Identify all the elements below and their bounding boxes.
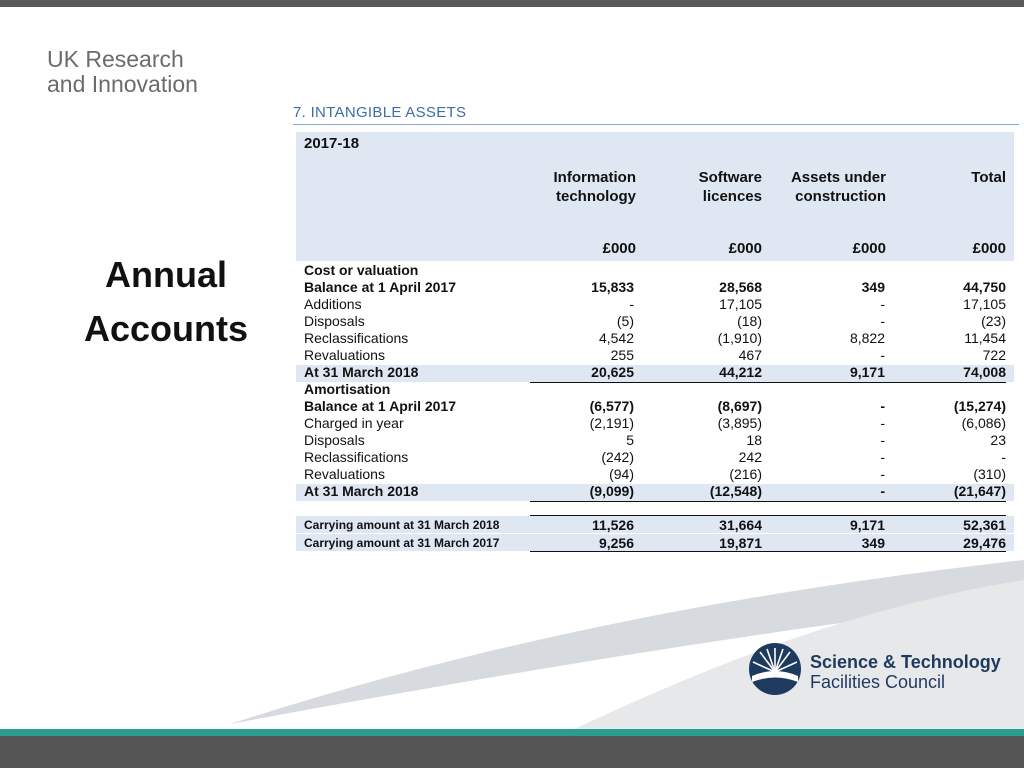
row-value: (8,697)	[717, 398, 762, 414]
row-value: 18	[746, 432, 762, 448]
row-value: -	[880, 296, 885, 312]
row-value: 722	[982, 347, 1006, 363]
row-value: 15,833	[591, 279, 634, 295]
logo-line-1: UK Research	[47, 46, 184, 72]
ukri-logo	[47, 47, 198, 97]
row-label: At 31 March 2018	[304, 364, 419, 380]
stfc-logo	[748, 642, 1008, 702]
row-label: Balance at 1 April 2017	[304, 279, 457, 295]
row-value: (3,895)	[717, 415, 762, 431]
column-header-line-2: licences	[702, 188, 762, 205]
column-header-line-1: Software	[698, 169, 762, 186]
carrying-value: 9,256	[598, 535, 634, 551]
background-swoosh	[0, 540, 1024, 736]
row-label: Disposals	[304, 432, 365, 448]
row-value: 467	[738, 347, 762, 363]
row-value: (6,577)	[589, 398, 634, 414]
row-value: (242)	[601, 449, 634, 465]
row-value: 5	[626, 432, 634, 448]
row-value: 74,008	[963, 364, 1006, 380]
row-label: Disposals	[304, 313, 365, 329]
stfc-emblem-icon	[748, 642, 802, 696]
column-header	[526, 168, 636, 206]
row-value: 44,212	[719, 364, 762, 380]
column-unit: £000	[852, 240, 886, 257]
row-label: Revaluations	[304, 347, 385, 363]
carrying-value: 11,526	[591, 517, 634, 533]
total-rule	[530, 382, 1006, 383]
row-value: -	[880, 398, 885, 414]
intangible-assets-table	[296, 132, 1014, 556]
row-value: (2,191)	[589, 415, 634, 431]
row-value: (23)	[981, 313, 1006, 329]
slide-title-line-1: Annual	[105, 254, 227, 295]
row-label: At 31 March 2018	[304, 483, 419, 499]
row-value: 9,171	[849, 364, 885, 380]
row-label: Balance at 1 April 2017	[304, 398, 457, 414]
stfc-name	[810, 652, 1001, 692]
row-value: -	[880, 466, 885, 482]
row-value: 349	[861, 279, 885, 295]
bottom-accent-bar	[0, 729, 1024, 736]
slide-title-line-2: Accounts	[83, 308, 249, 349]
row-value: 255	[610, 347, 634, 363]
column-header-line-2: construction	[795, 188, 886, 205]
row-value: (15,274)	[953, 398, 1006, 414]
row-value: (1,910)	[717, 330, 762, 346]
carrying-rule	[530, 551, 1006, 552]
logo-line-2: and Innovation	[47, 71, 198, 97]
column-unit: £000	[602, 240, 636, 257]
row-value: -	[880, 483, 885, 499]
section-title: 7. INTANGIBLE ASSETS	[293, 104, 467, 121]
row-value: 17,105	[963, 296, 1006, 312]
column-header-line-1: Information	[553, 169, 636, 186]
row-value: -	[1001, 449, 1006, 465]
row-label: Reclassifications	[304, 449, 409, 465]
column-unit: £000	[972, 240, 1006, 257]
row-value: 20,625	[591, 364, 634, 380]
carrying-label: Carrying amount at 31 March 2017	[304, 536, 500, 550]
row-label: Additions	[304, 296, 362, 312]
column-header	[772, 168, 886, 206]
row-label: Cost or valuation	[304, 262, 419, 278]
row-value: 11,454	[964, 330, 1006, 346]
row-value: -	[880, 432, 885, 448]
column-header-line-1: Assets under	[790, 169, 886, 186]
row-value: -	[880, 449, 885, 465]
carrying-label: Carrying amount at 31 March 2018	[304, 518, 500, 532]
year-label: 2017-18	[304, 135, 360, 152]
row-value: 28,568	[719, 279, 762, 295]
column-header-line-2: Total	[971, 169, 1006, 186]
slide-title	[66, 248, 266, 356]
carrying-value: 29,476	[963, 535, 1006, 551]
row-label: Charged in year	[304, 415, 404, 431]
row-label: Reclassifications	[304, 330, 409, 346]
row-value: (21,647)	[953, 483, 1006, 499]
total-rule	[530, 501, 1006, 502]
row-value: -	[880, 415, 885, 431]
row-value: 23	[990, 432, 1006, 448]
carrying-value: 9,171	[849, 517, 885, 533]
row-value: (9,099)	[589, 483, 634, 499]
carrying-rule	[530, 515, 1006, 516]
row-value: -	[880, 313, 885, 329]
row-value: (6,086)	[961, 415, 1006, 431]
row-value: 17,105	[719, 296, 762, 312]
row-value: 4,542	[598, 330, 634, 346]
bottom-bar	[0, 736, 1024, 768]
row-value: (5)	[616, 313, 634, 329]
row-value: 242	[738, 449, 762, 465]
row-value: 44,750	[963, 279, 1006, 295]
row-value: -	[629, 296, 634, 312]
stfc-name-line-2: Facilities Council	[810, 672, 946, 692]
column-header-line-2: technology	[555, 188, 636, 205]
row-value: 8,822	[849, 330, 885, 346]
row-value: (12,548)	[709, 483, 762, 499]
row-value: (94)	[609, 466, 634, 482]
row-value: (216)	[729, 466, 762, 482]
section-rule	[293, 124, 1019, 125]
carrying-value: 31,664	[719, 517, 762, 533]
carrying-value: 52,361	[963, 517, 1006, 533]
top-bar	[0, 0, 1024, 7]
column-header	[656, 168, 762, 206]
carrying-value: 19,871	[719, 535, 762, 551]
row-label: Revaluations	[304, 466, 385, 482]
row-value: -	[880, 347, 885, 363]
row-value: (310)	[973, 466, 1006, 482]
column-unit: £000	[728, 240, 762, 257]
row-value: (18)	[737, 313, 762, 329]
row-label: Amortisation	[304, 381, 391, 397]
stfc-name-line-1: Science & Technology	[810, 652, 1001, 672]
column-header	[896, 168, 1006, 187]
carrying-value: 349	[861, 535, 885, 551]
